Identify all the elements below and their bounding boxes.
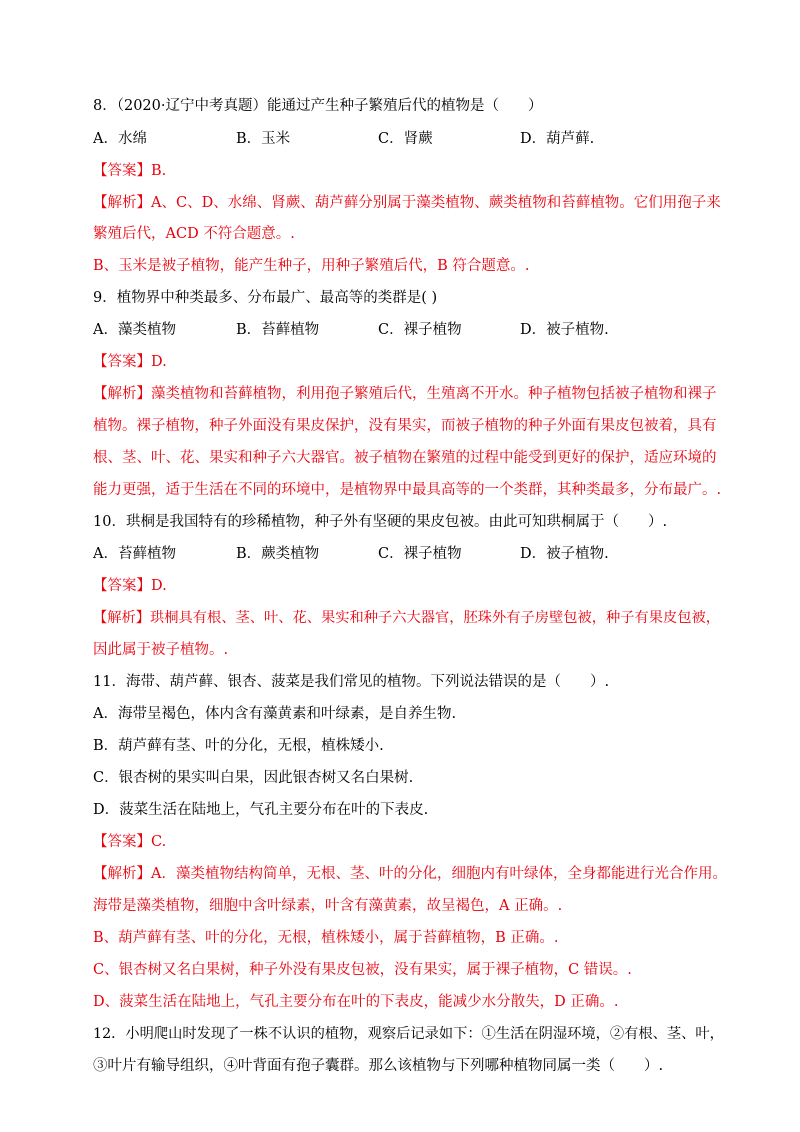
question-10-option-c: C．裸子植物 xyxy=(378,546,462,562)
question-10-option-d: D．被子植物. xyxy=(520,546,609,562)
question-9-option-d: D．被子植物. xyxy=(520,322,609,338)
question-9-analysis-line-4: 能力更强，适于生活在不同的环境中，是植物界中最具高等的一个类群，其种类最多，分布最广。. xyxy=(93,482,722,498)
question-8-option-c: C．肾蕨 xyxy=(378,131,433,147)
question-11-analysis-b: B、葫芦藓有茎、叶的分化，无根，植株矮小，属于苔藓植物，B 正确。. xyxy=(93,930,559,946)
question-9-option-b: B．苔藓植物 xyxy=(236,322,320,338)
question-10-option-a: A．苔藓植物 xyxy=(93,546,176,562)
question-8-option-b: B．玉米 xyxy=(236,131,291,147)
question-11-analysis-c: C、银杏树又名白果树，种子外没有果皮包被，没有果实，属于裸子植物，C 错误。. xyxy=(93,962,632,978)
question-8-analysis-line-1: 【解析】A、C、D、水绵、肾蕨、葫芦藓分别属于藻类植物、蕨类植物和苔藓植物。它们用孢子来 xyxy=(93,195,721,211)
question-10-analysis-line-1: 【解析】珙桐具有根、茎、叶、花、果实和种子六大器官，胚珠外有子房壁包被，种子有果皮包被， xyxy=(93,610,721,626)
question-11-stem: 11．海带、葫芦藓、银杏、菠菜是我们常见的植物。下列说法错误的是（ ）. xyxy=(93,674,610,690)
question-9-analysis-line-3: 根、茎、叶、花、果实和种子六大器官。被子植物在繁殖的过程中能受到更好的保护，适应环境的 xyxy=(93,450,717,466)
question-11-option-a: A．海带呈褐色，体内含有藻黄素和叶绿素，是自养生物. xyxy=(93,706,457,722)
question-9-answer: 【答案】D. xyxy=(93,354,167,370)
question-10-answer: 【答案】D. xyxy=(93,578,167,594)
question-8-analysis-b: B、玉米是被子植物，能产生种子，用种子繁殖后代，B 符合题意。. xyxy=(93,258,530,274)
question-11-analysis-line-1: 【解析】A．藻类植物结构简单，无根、茎、叶的分化，细胞内有叶绿体，全身都能进行光合作用。 xyxy=(93,866,727,882)
question-12-stem-line-1: 12．小明爬山时发现了一株不认识的植物，观察后记录如下：①生活在阴湿环境，②有根、茎、叶， xyxy=(93,1026,724,1042)
question-8-answer: 【答案】B. xyxy=(93,163,167,179)
question-10-stem: 10．珙桐是我国特有的珍稀植物，种子外有坚硬的果皮包被。由此可知珙桐属于（ ）. xyxy=(93,514,668,530)
question-11-option-d: D．菠菜生活在陆地上，气孔主要分布在叶的下表皮. xyxy=(93,802,429,818)
question-8-option-a: A．水绵 xyxy=(93,131,147,147)
question-9-stem: 9．植物界中种类最多、分布最广、最高等的类群是( ) xyxy=(93,290,438,306)
question-11-option-b: B．葫芦藓有茎、叶的分化，无根，植株矮小. xyxy=(93,738,384,754)
question-12-stem-line-2: ③叶片有输导组织，④叶背面有孢子囊群。那么该植物与下列哪种植物同属一类（ ）. xyxy=(93,1058,664,1074)
question-8-analysis-line-2: 繁殖后代，ACD 不符合题意。. xyxy=(93,226,295,242)
question-8-stem: 8．（2020·辽宁中考真题）能通过产生种子繁殖后代的植物是（ ） xyxy=(93,98,543,114)
question-8-option-d: D．葫芦藓. xyxy=(520,131,595,147)
question-9-option-c: C．裸子植物 xyxy=(378,322,462,338)
question-11-analysis-d: D、菠菜生活在陆地上，气孔主要分布在叶的下表皮，能减少水分散失，D 正确。. xyxy=(93,994,619,1010)
question-9-analysis-line-1: 【解析】藻类植物和苔藓植物，利用孢子繁殖后代，生殖离不开水。种子植物包括被子植物和裸子 xyxy=(93,386,717,402)
question-10-option-b: B．蕨类植物 xyxy=(236,546,320,562)
question-9-option-a: A．藻类植物 xyxy=(93,322,176,338)
question-9-analysis-line-2: 植物。裸子植物，种子外面没有果皮保护，没有果实，而被子植物的种子外面有果皮包被着，具有 xyxy=(93,418,717,434)
question-11-analysis-line-2: 海带是藻类植物，细胞中含叶绿素，叶含有藻黄素，故呈褐色，A 正确。. xyxy=(93,898,563,914)
question-11-option-c: C．银杏树的果实叫白果，因此银杏树又名白果树. xyxy=(93,770,414,786)
question-11-answer: 【答案】C. xyxy=(93,834,167,850)
question-10-analysis-line-2: 因此属于被子植物。. xyxy=(93,642,229,658)
